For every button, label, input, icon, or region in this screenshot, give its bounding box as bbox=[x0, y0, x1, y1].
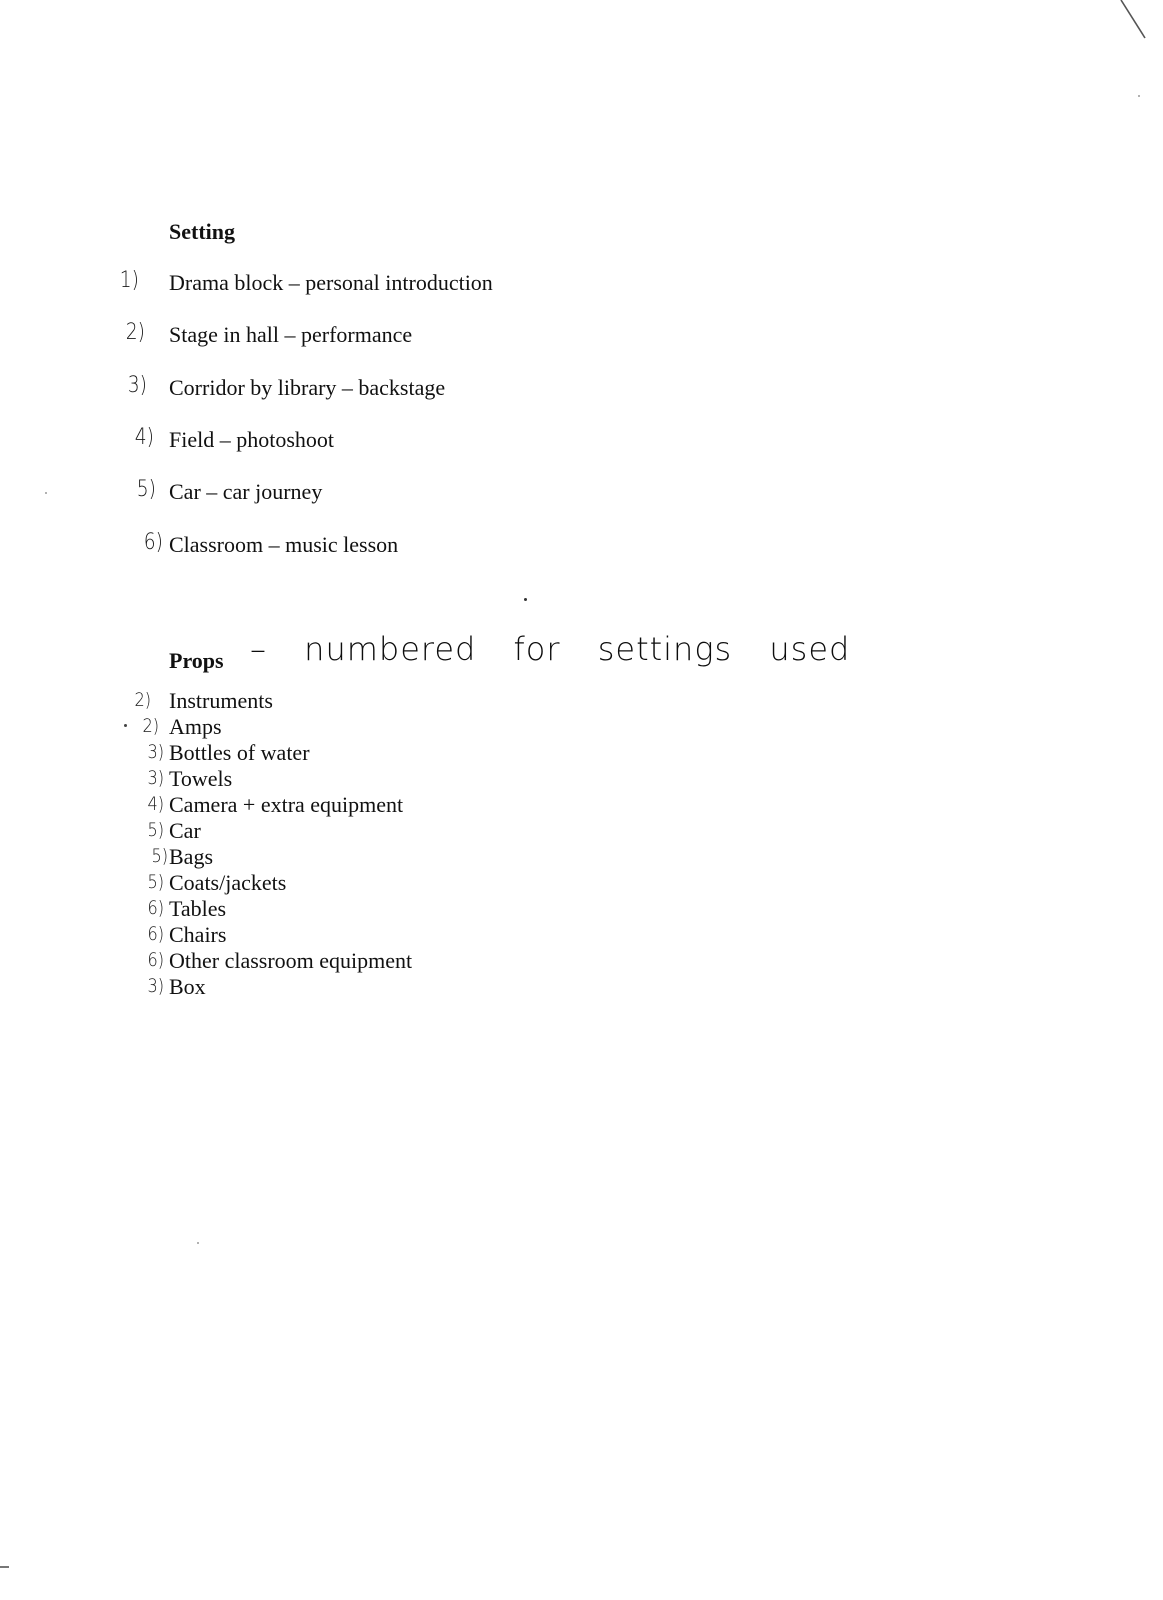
prop-item-text: Other classroom equipment bbox=[169, 948, 413, 973]
scan-speck bbox=[197, 1242, 199, 1244]
setting-item-number: 6) bbox=[143, 530, 163, 555]
setting-item bbox=[0, 427, 700, 457]
setting-item-number: 4) bbox=[134, 425, 154, 450]
setting-item bbox=[0, 532, 700, 562]
prop-item bbox=[0, 974, 700, 1004]
props-heading: Props bbox=[169, 648, 224, 673]
setting-item-number: 1) bbox=[119, 268, 139, 293]
prop-item-text: Camera + extra equipment bbox=[169, 792, 404, 817]
setting-item bbox=[0, 270, 700, 300]
setting-item-number: 2) bbox=[125, 320, 145, 345]
prop-item-text: Chairs bbox=[169, 922, 227, 947]
prop-item-number: 6) bbox=[147, 949, 165, 971]
prop-item-text: Towels bbox=[169, 766, 233, 791]
setting-item bbox=[0, 322, 700, 352]
prop-item-text: Car bbox=[169, 818, 201, 843]
prop-item-number: 5) bbox=[151, 845, 169, 867]
handwritten-note: – numbered for settings used bbox=[250, 630, 851, 668]
prop-item-text: Tables bbox=[169, 896, 227, 921]
prop-item-number: 3) bbox=[147, 741, 165, 763]
setting-item-text: Field – photoshoot bbox=[169, 427, 335, 452]
scan-speck bbox=[0, 1566, 9, 1568]
setting-item bbox=[0, 375, 700, 405]
setting-item bbox=[0, 479, 700, 509]
scan-speck bbox=[45, 492, 47, 494]
prop-item-text: Amps bbox=[169, 714, 222, 739]
prop-item-text: Instruments bbox=[169, 688, 273, 713]
prop-item-text: Bottles of water bbox=[169, 740, 310, 765]
prop-item-number: 4) bbox=[147, 793, 165, 815]
prop-item-number: 6) bbox=[147, 923, 165, 945]
setting-item-text: Corridor by library – backstage bbox=[169, 375, 446, 400]
prop-item-number: 3) bbox=[147, 767, 165, 789]
setting-item-number: 3) bbox=[127, 373, 147, 398]
scan-speck bbox=[1138, 95, 1140, 97]
scan-speck bbox=[524, 598, 527, 601]
prop-item-number: 3) bbox=[147, 975, 165, 997]
prop-item-number: 5) bbox=[147, 819, 165, 841]
prop-item-text: Box bbox=[169, 974, 206, 999]
setting-item-text: Car – car journey bbox=[169, 479, 323, 504]
prop-item-number: 5) bbox=[147, 871, 165, 893]
setting-item-text: Drama block – personal introduction bbox=[169, 270, 493, 295]
setting-item-text: Stage in hall – performance bbox=[169, 322, 413, 347]
prop-item-number: 6) bbox=[147, 897, 165, 919]
prop-item-text: Bags bbox=[169, 844, 213, 869]
scan-speck bbox=[124, 724, 127, 727]
page-corner-mark bbox=[1103, 0, 1163, 60]
setting-item-number: 5) bbox=[136, 477, 156, 502]
setting-heading: Setting bbox=[169, 219, 235, 244]
prop-item-number: 2) bbox=[134, 689, 152, 711]
prop-item-text: Coats/jackets bbox=[169, 870, 287, 895]
setting-item-text: Classroom – music lesson bbox=[169, 532, 399, 557]
prop-item-number: 2) bbox=[142, 715, 160, 737]
